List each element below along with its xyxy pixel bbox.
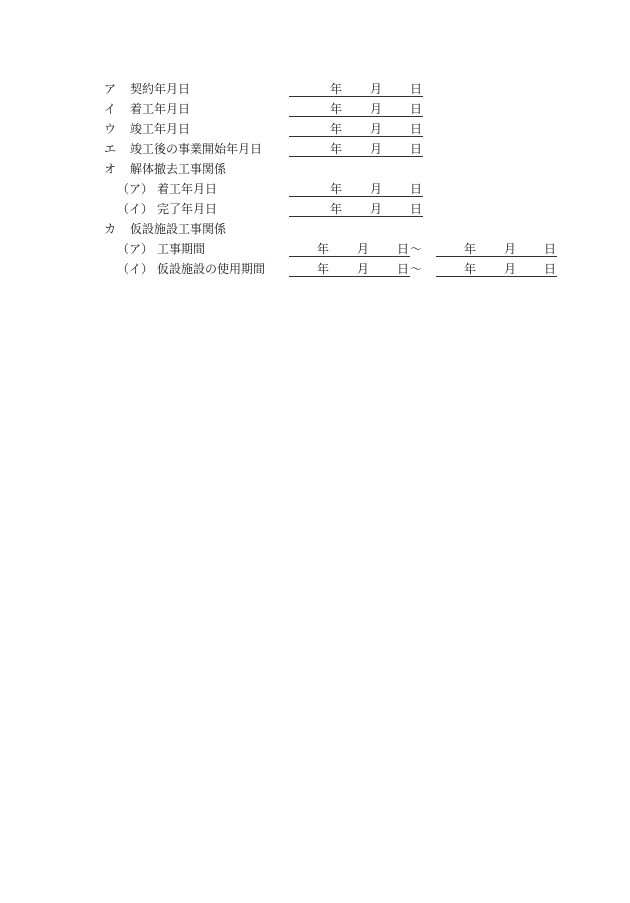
day-unit: 日 [410,142,423,156]
month-unit: 月 [357,242,370,256]
day-unit: 日 [410,202,423,216]
day-unit: 日 [410,182,423,196]
item-label: 竣工年月日 [130,122,191,136]
section-heading: 解体撤去工事関係 [130,162,227,176]
underline [289,96,423,97]
item-marker: エ [104,142,117,156]
month-unit: 月 [370,122,383,136]
year-unit: 年 [317,242,330,256]
day-unit: 日 [410,102,423,116]
underline [289,276,410,277]
day-unit: 日 [397,262,410,276]
sub-item-marker: （ア） [117,182,154,196]
underline [436,276,557,277]
sub-item-marker: （ア） [117,242,154,256]
date-field[interactable] [289,119,423,139]
date-field[interactable] [289,139,423,159]
year-unit: 年 [330,142,343,156]
month-unit: 月 [370,142,383,156]
section-heading: 仮設施設工事関係 [130,222,227,236]
month-unit: 月 [370,202,383,216]
item-label: 着工年月日 [130,102,191,116]
month-unit: 月 [357,262,370,276]
underline [289,216,423,217]
period-start-field[interactable] [289,239,410,259]
sub-item-label: 完了年月日 [157,202,218,216]
date-field[interactable] [289,79,423,99]
underline [289,256,410,257]
month-unit: 月 [370,102,383,116]
day-unit: 日 [544,262,557,276]
item-label: 竣工後の事業開始年月日 [130,142,263,156]
month-unit: 月 [370,82,383,96]
year-unit: 年 [330,102,343,116]
month-unit: 月 [504,242,517,256]
underline [289,116,423,117]
sub-item-marker: （イ） [117,202,154,216]
range-tilde: 〜 [410,242,423,256]
item-marker: ア [104,82,117,96]
underline [289,196,423,197]
underline [436,256,557,257]
day-unit: 日 [544,242,557,256]
underline [289,156,423,157]
item-marker: イ [104,102,117,116]
date-field[interactable] [289,99,423,119]
year-unit: 年 [330,182,343,196]
year-unit: 年 [464,242,477,256]
year-unit: 年 [330,122,343,136]
day-unit: 日 [410,82,423,96]
day-unit: 日 [397,242,410,256]
year-unit: 年 [330,82,343,96]
month-unit: 月 [370,182,383,196]
day-unit: 日 [410,122,423,136]
year-unit: 年 [317,262,330,276]
underline [289,136,423,137]
period-end-field[interactable] [436,239,557,259]
sub-item-label: 仮設施設の使用期間 [157,262,266,276]
date-field[interactable] [289,179,423,199]
item-marker: オ [104,162,117,176]
item-marker: ウ [104,122,117,136]
item-marker: カ [104,222,117,236]
year-unit: 年 [330,202,343,216]
sub-item-label: 工事期間 [157,242,206,256]
period-end-field[interactable] [436,259,557,279]
period-start-field[interactable] [289,259,410,279]
sub-item-label: 着工年月日 [157,182,218,196]
item-label: 契約年月日 [130,82,191,96]
month-unit: 月 [504,262,517,276]
date-field[interactable] [289,199,423,219]
sub-item-marker: （イ） [117,262,154,276]
range-tilde: 〜 [410,262,423,276]
year-unit: 年 [464,262,477,276]
